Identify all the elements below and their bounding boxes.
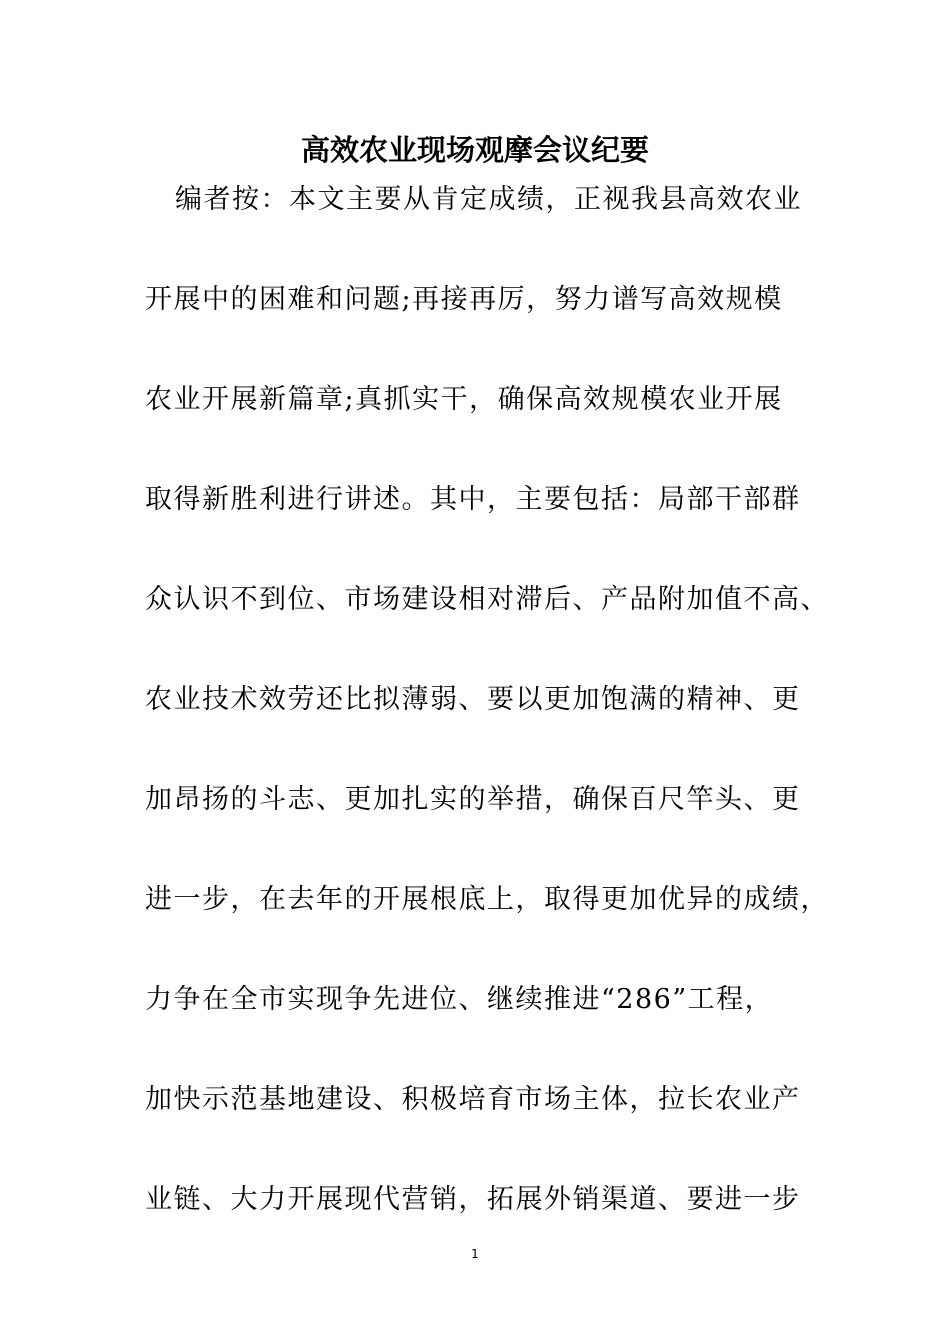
body-line: 编者按：本文主要从肯定成绩，正视我县高效农业 <box>175 184 802 215</box>
body-line: 力争在全市实现争先进位、继续推进“286”工程， <box>145 984 774 1015</box>
body-line: 开展中的困难和问题;再接再厉，努力谱写高效规模 <box>145 284 783 315</box>
document-title: 高效农业现场观摩会议纪要 <box>300 133 649 167</box>
body-line: 业链、大力开展现代营销，拓展外销渠道、要进一步 <box>145 1184 801 1215</box>
body-line: 加昂扬的斗志、更加扎实的举措，确保百尺竿头、更 <box>145 784 801 815</box>
page-number: 1 <box>471 1247 479 1261</box>
body-line: 加快示范基地建设、积极培育市场主体，拉长农业产 <box>145 1084 801 1115</box>
body-line: 农业开展新篇章;真抓实干，确保高效规模农业开展 <box>145 384 783 415</box>
body-line: 农业技术效劳还比拟薄弱、要以更加饱满的精神、更 <box>145 684 801 715</box>
body-line: 进一步，在去年的开展根底上，取得更加优异的成绩， <box>145 884 829 915</box>
body-line: 众认识不到位、市场建设相对滞后、产品附加值不高、 <box>145 584 829 615</box>
body-line: 取得新胜利进行讲述。其中，主要包括：局部干部群 <box>145 484 801 515</box>
